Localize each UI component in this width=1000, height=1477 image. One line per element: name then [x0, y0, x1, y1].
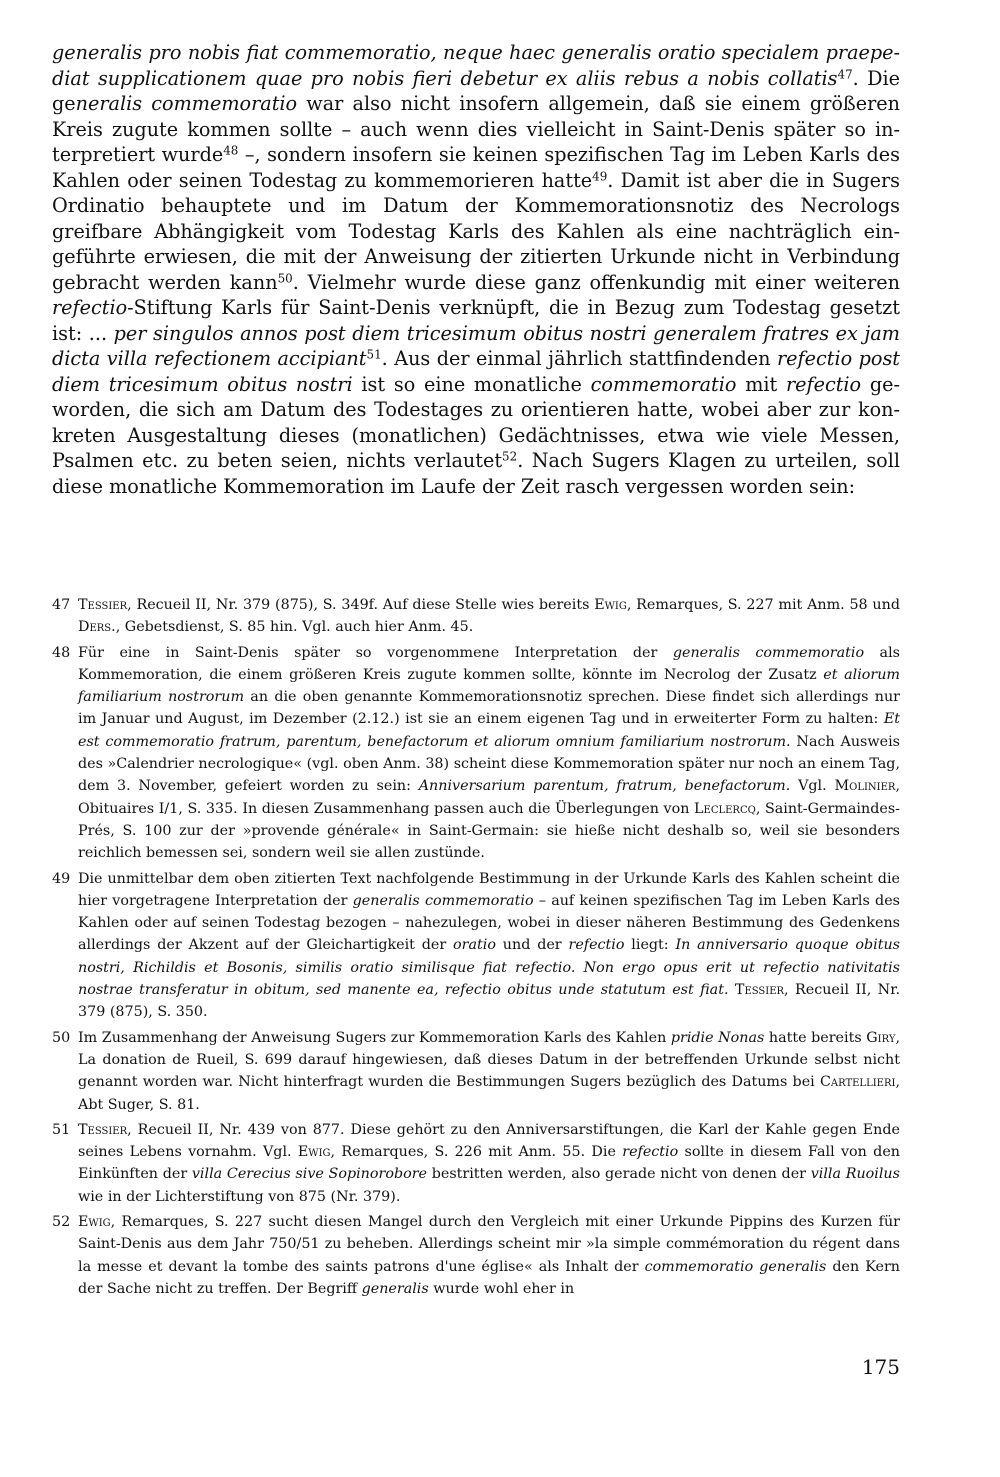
text-run: an die oben genannte Kommemorationsnotiz sprechen. Diese findet sich allerdings nur im Januar und August, im Dezember (2.12.) ist sie an einem eigenen Tag und in erweiterter Form zu halten:: [78, 689, 900, 728]
footnote-ref-51[interactable]: 51: [366, 347, 382, 362]
text-run: als Kommemoration, die einem größeren Kreis zugute kommen sollte, könnte im Necrolog der Zusatz: [78, 644, 900, 683]
footnote-48: [52, 642, 900, 865]
footnotes-section: [52, 594, 900, 1303]
text-run: Für eine in Saint-Denis später so vorgenommene Interpretation der: [78, 644, 673, 661]
text-run: , Recueil II, Nr. 439 von 877. Diese gehört zu den Anniversarstiftungen, die Karl der Kahle gegen Ende seines Lebens vornahm. Vgl.: [78, 1121, 900, 1161]
latin-quote: In anniversario quoque obitus nostri, Richildis et Bosonis, similis oratio similisque fiat refectio. Non ergo opus erit ut refectio nativitatis nostrae transferatur in obitum, sed manente ea, refectio obitus unde statutum est fiat.: [78, 937, 900, 999]
author-name: Tessier: [78, 1121, 128, 1138]
text-run: ist so eine monatliche: [352, 372, 591, 396]
text-run: , Remarques, S. 226 mit Anm. 55. Die: [330, 1144, 623, 1161]
latin-term: refectio: [52, 296, 128, 319]
text-run: , La donation de Rueil, S. 699 darauf hingewiesen, daß dieses Datum in der betreffenden Urkunde selbst nicht genannt worden war. Nicht hinterfragt wurden die Bestimmungen Sugers bezüglich des Datums bei: [78, 1029, 900, 1091]
text-run: hatte bereits: [764, 1029, 867, 1046]
text-run: geworden, die sich am Datum des Todestages zu orientieren hatte, wobei aber zur konkreten Ausgestaltung dieses (monatlichen) Gedächtnisses, etwa wie viele Messen, Psalmen etc. zu beten seien, nichts verlautet: [52, 372, 900, 472]
text-run: liegt:: [624, 937, 676, 954]
footnote-50: [52, 1027, 900, 1116]
text-run: . Damit ist aber die in Sugers Ordinatio behauptete und im Datum der Kommemorationsnotiz des Necrologs greifbare Abhängigkeit vom Todestag Karls des Kahlen als eine nachträglich eingeführte erwiesen, die mit der Anweisung der zitierten Urkunde nicht in Verbindung gebracht werden kann: [52, 168, 900, 294]
latin-term: refectio: [568, 937, 625, 954]
footnote-ref-52[interactable]: 52: [502, 449, 518, 464]
latin-term: villa Ruoilus: [810, 1166, 900, 1183]
text-run: Die unmittelbar dem oben zitierten Text nachfolgende Bestimmung in der Urkunde Karls des Kahlen scheint die hier vorgetragene Interpretation der: [78, 870, 900, 909]
text-run: . Vielmehr wurde diese ganz offenkundig mit einer weiteren: [292, 270, 900, 294]
body-paragraph: [52, 40, 900, 499]
footnote-ref-47[interactable]: 47: [837, 66, 853, 81]
text-run: , Recueil II, Nr. 379 (875), S. 349f. Auf diese Stelle wies bereits: [127, 597, 595, 613]
latin-term: oratio: [453, 937, 496, 954]
author-name: Giry: [866, 1029, 896, 1046]
latin-term: refectio: [785, 372, 862, 396]
latin-term: et aliorum familiarium nostrorum: [78, 666, 900, 706]
latin-quote: per singulos annos post diem tricesimum obitus nostri generalem fratres ex jam dicta villa refectionem accipiant: [52, 321, 900, 370]
page-number: 175: [861, 1355, 900, 1379]
latin-term: neralis commemoratio: [75, 92, 298, 115]
footnote-number: 52: [52, 1214, 71, 1231]
main-body-text: [52, 40, 900, 499]
footnote-ref-50[interactable]: 50: [277, 270, 293, 285]
footnote-number: 47: [52, 597, 71, 613]
text-run: sollte in diesem Fall von den Einkünften der: [78, 1144, 901, 1183]
footnote-ref-48[interactable]: 48: [223, 143, 239, 158]
text-run: , Remarques, S. 227 mit Anm. 58 und: [626, 597, 900, 613]
text-run: Im Zusammenhang der Anweisung Sugers zur Kommemoration Karls des Kahlen: [78, 1029, 671, 1046]
author-name: Leclercq: [694, 800, 756, 817]
text-run: –, sondern insofern sie keinen spezifischen Tag im Leben Karls des Kahlen oder seinen Todestag zu kommemorieren hatte: [52, 143, 901, 192]
author-name: Ewig: [297, 1144, 331, 1161]
text-run: den Kern der Sache nicht zu treffen. Der Begriff: [78, 1258, 900, 1297]
latin-term: pridie Nonas: [670, 1029, 765, 1046]
text-run: , Remarques, S. 227 sucht diesen Mangel durch den Vergleich mit einer Urkunde Pippins des Kurzen für Saint-Denis aus dem Jahr 750/51 zu beheben. Allerdings scheint mir »la simple commémoration du régent dans la messe et devant la tombe des saints patrons d'une église« als Inhalt der: [78, 1214, 900, 1275]
text-run: Nach Ausweis des »Calendrier necrologique« (vgl. oben Anm. 38) scheint diese Kommemoration später nur noch an einem Tag, dem 3. November, gefeiert worden zu sein:: [78, 733, 900, 795]
footnote-number: 49: [52, 870, 71, 887]
footnote-number: 51: [52, 1121, 71, 1138]
latin-quote: generalis pro nobis fiat commemoratio, neque haec generalis oratio specialem praepediat supplicationem quae pro nobis fieri debetur ex aliis rebus a nobis collatis: [52, 41, 900, 90]
latin-quote: Et est commemoratio fratrum, parentum, benefactorum et aliorum omnium familiarium nostrorum.: [78, 711, 900, 750]
text-run: . Nach Sugers Klagen zu urteilen, soll diese monatliche Kommemoration im Laufe der Zeit rasch vergessen worden sein:: [52, 449, 900, 498]
latin-term: villa Cerecius sive Sopinorobore: [191, 1166, 427, 1183]
author-name: Tessier: [78, 597, 128, 613]
text-run: . Die ge: [52, 66, 900, 115]
footnote-ref-49[interactable]: 49: [592, 168, 608, 183]
text-run: wurde wohl eher in: [428, 1280, 575, 1297]
author-name: Molinier: [834, 778, 896, 795]
text-run: mit: [736, 372, 786, 396]
text-run: , Saint-Germaindes-Prés, S. 100 zur der »provende générale« in Saint-Germain: sie hieße nicht deshalb so, weil sie besonders reichlich bemessen sei, sondern weil sie allen zustünde.: [78, 800, 900, 862]
text-run: – auf keinen spezifischen Tag im Leben Karls des Kahlen oder auf seinen Todestag bezogen – nahezulegen, wobei in dieser näheren Bestimmung des Gedenkens allerdings der Akzent auf der Gleichartigkeit der: [78, 892, 900, 954]
latin-quote: Anniversarium parentum, fratrum, benefactorum.: [418, 778, 791, 795]
text-run: wie in der Lichterstiftung von 875 (Nr. 379).: [78, 1188, 401, 1205]
text-run: und der: [495, 937, 569, 954]
footnote-51: [52, 1119, 900, 1208]
text-run: , Abt Suger, S. 81.: [78, 1074, 900, 1113]
text-run: , Recueil II, Nr. 379 (875), S. 350.: [78, 982, 901, 1021]
author-name: Ders.: [78, 619, 116, 636]
footnote-number: 48: [52, 644, 71, 661]
latin-term: refectio: [622, 1144, 679, 1161]
text-run: Vgl.: [790, 778, 835, 795]
latin-term: generalis commemoratio: [352, 892, 534, 909]
text-run: . Aus der einmal jährlich stattfindenden: [381, 347, 777, 370]
footnote-52: [52, 1211, 900, 1300]
footnote-47: [52, 594, 900, 639]
latin-term: commemoratio generalis: [644, 1258, 827, 1275]
text-run: -Stiftung Karls für Saint-Denis verknüpft, die in Bezug zum Todestag gesetzt ist: ...: [52, 296, 900, 345]
latin-term: generalis: [361, 1280, 429, 1297]
text-run: war also nicht insofern allgemein, daß sie einem größeren Kreis zugute kommen sollte – auch wenn dies vielleicht in Saint-Denis später so interpretiert wurde: [52, 92, 900, 166]
author-name: Ewig: [594, 597, 627, 613]
text-run: , Obituaires I/1, S. 335. In diesen Zusammenhang passen auch die Überlegungen von: [78, 778, 900, 817]
latin-term: commemoratio: [590, 372, 737, 396]
author-name: Cartellieri: [819, 1074, 896, 1091]
footnote-49: [52, 868, 900, 1024]
latin-term: refectio post diem tricesimum obitus nostri: [52, 347, 901, 396]
author-name: Tessier: [734, 982, 785, 999]
text-run: bestritten werden, also gerade nicht von denen der: [427, 1166, 811, 1183]
footnote-number: 50: [52, 1029, 71, 1046]
latin-term: generalis commemoratio: [672, 644, 865, 661]
author-name: Ewig: [78, 1214, 111, 1231]
text-run: , Gebetsdienst, S. 85 hin. Vgl. auch hier Anm. 45.: [115, 619, 474, 636]
